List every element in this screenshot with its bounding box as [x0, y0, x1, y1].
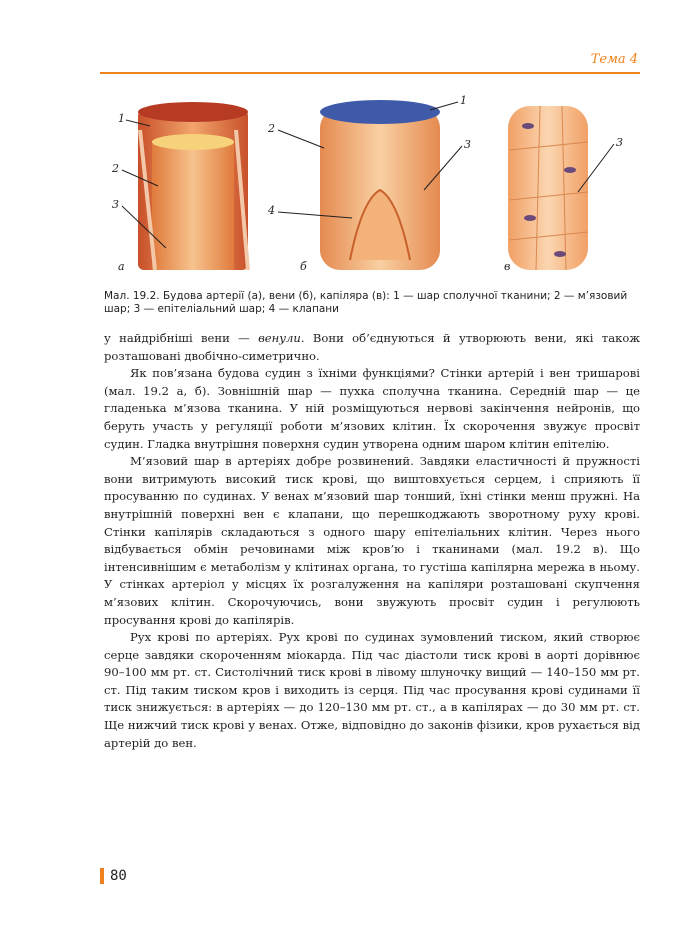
letter-c: в [504, 260, 511, 273]
body-text [104, 330, 640, 752]
label-b1: 1 [460, 94, 467, 107]
paragraph-4: Рух крові по артеріях. Рух крові по судинах зумовлений тиском, який створює серце завдяки скороченням міокарда. Під час діастоли тиск крові в аорті дорівнює 90–100 мм рт. ст. Систолічний тиск крові в лівому шлуночку вищий — 140–150 мм рт. ст. Під таким тиском кров і виходить із серця. Під час просування крові судинами її тиск знижується: в артеріях — до 120–130 мм рт. ст., а в капілярах — до 30 мм рт. ст. Ще нижчий тиск крові у венах. Отже, відповідно до законів фізики, кров рухається від артерій до вен. [104, 630, 640, 750]
vessel-illustration [100, 90, 640, 280]
letter-a: а [118, 260, 125, 273]
vein-drawing [320, 100, 440, 270]
paragraph-3: М’язовий шар в артеріях добре розвинений. Завдяки еластичності й пружності вони витримують високий тиск крові, що виштовхується серцем, і сприяють її просуванню по судинах. У венах м’язовий шар тонший, їхні стінки менш пружні. На внутрішній поверхні вен є клапани, що перешкоджають зворотному руху крові. Стінки капілярів складаються з одного шару епітеліальних клітин. Через нього відбувається обмін речовинами між кров’ю і тканинами (мал. 19.2 в). Що інтенсивнішим є метаболізм у клітинах органа, то густіша капілярна мережа в ньому. У стінках артеріол у місцях їх розгалуження на капіляри розташовані скупчення м’язових клітин. Скорочуючись, вони звужують просвіт судин і регулюють просування крові до капілярів. [104, 454, 640, 627]
topic-header: Тема 4 [590, 52, 638, 67]
header-rule [100, 72, 640, 74]
label-c3: 3 [616, 136, 623, 149]
capillary-drawing [508, 106, 588, 270]
letter-b: б [300, 260, 307, 273]
paragraph-2: Як пов’язана будова судин з їхніми функціями? Стінки артерій і вен тришарові (мал. 19.2 а, б). Зовнішній шар — пухка сполучна тканина. Середній шар — це гладенька м’язова тканина. У ній розміщуються нервові закінчення нейронів, що беруть участь у регуляції роботи м’язових клітин. Їх скорочення звужує просвіт судин. Гладка внутрішня поверхня судин утворена одним шаром клітин епітелію. [104, 366, 640, 451]
caption-text: Будова артерії (а), вени (б), капіляра (в): 1 — шар сполучної тканини; 2 — м’язовий шар; 3 — епітеліальний шар; 4 — клапани [104, 290, 628, 315]
paragraph-1: у найдрібніші вени — венули. Вони об’єднуються й утворюють вени, які також розташовані двобічно-симетрично. [104, 331, 640, 363]
label-a3: 3 [112, 198, 119, 211]
vessel-figure [100, 90, 640, 280]
artery-drawing [138, 102, 248, 270]
page-number: 80 [100, 868, 127, 884]
label-b3: 3 [464, 138, 471, 151]
figure-caption [104, 290, 634, 316]
label-a2: 2 [112, 162, 119, 175]
label-b4: 4 [268, 204, 275, 217]
term-venules: венули [258, 331, 301, 345]
caption-title: Мал. 19.2. [104, 290, 160, 302]
label-b2: 2 [268, 122, 275, 135]
label-a1: 1 [118, 112, 125, 125]
